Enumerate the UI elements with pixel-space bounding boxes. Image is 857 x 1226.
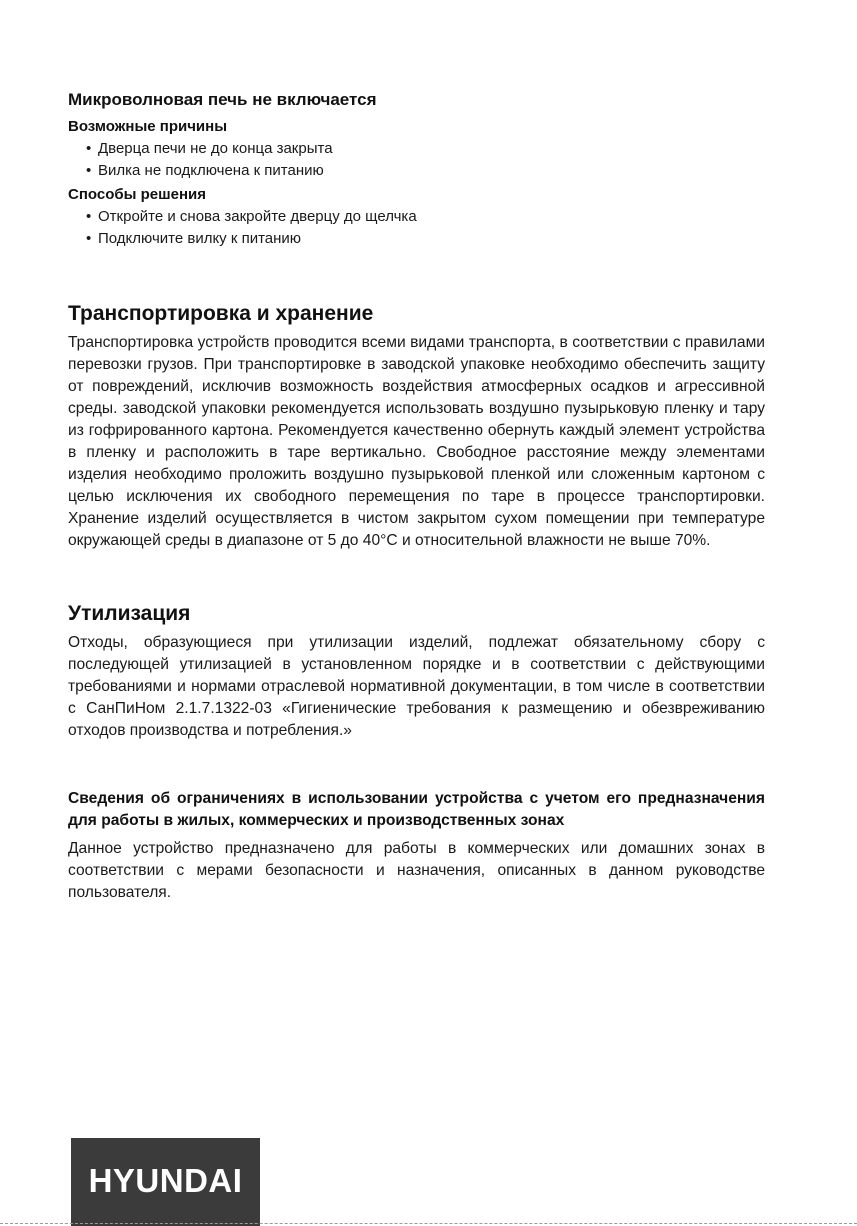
page-bottom-rule — [0, 1223, 857, 1224]
brand-logo — [71, 1138, 260, 1226]
causes-list — [68, 138, 765, 182]
limitations-title: Сведения об ограничениях в использовании устройства с учетом его предназначения для работы в жилых, коммерческих и производственных зонах — [68, 790, 765, 829]
disposal-text: Отходы, образующиеся при утилизации изделий, подлежат обязательному сбору с последующей утилизацией в установленном порядке и в соответствии с действующими требованиями и нормами отраслевой нормативной документации, в том числе в соответствии с СанПиНом 2.1.7.1322-03 «Гигиенические требования к размещению и обезвреживанию отходов производства и потребления.» — [68, 634, 765, 739]
transport-text: Транспортировка устройств проводится всеми видами транспорта, в соответствии с правилами перевозки грузов. При транспортировке в заводской упаковке необходимо обеспечить защиту от повреждений, исключив возможность воздействия атмосферных осадков и агрессивной среды. заводской упаковки рекомендуется использовать воздушно пузырьковую пленку и тару из гофрированного картона. Рекомендуется качественно обернуть каждый элемент устройства в пленку и расположить в таре вертикально. Свободное расстояние между элементами изделия необходимо проложить воздушно пузырьковой пленкой или сложенным картоном с целью исключения их свободного перемещения по таре в процессе транспортировки. Хранение изделий осуществляется в чистом закрытом сухом помещении при температуре окружающей среды в диапазоне от 5 до 40°С и относительной влажности не выше 70%. — [68, 334, 765, 549]
list-item: • Подключите вилку к питанию — [86, 228, 765, 250]
list-item: • Дверца печи не до конца закрыта — [86, 138, 765, 160]
list-item: • Откройте и снова закройте дверцу до щелчка — [86, 206, 765, 228]
brand-logo-text: HYUNDAI — [88, 1162, 243, 1199]
solutions-title: Способы решения — [68, 186, 206, 203]
solutions-list — [68, 206, 765, 250]
page-content — [68, 88, 765, 904]
transport-title: Транспортировка и хранение — [68, 302, 374, 325]
disposal-title: Утилизация — [68, 602, 191, 625]
limitations-text: Данное устройство предназначено для работы в коммерческих или домашних зонах в соответствии с мерами безопасности и назначения, описанных в данном руководстве пользователя. — [68, 840, 765, 901]
list-item: • Вилка не подключена к питанию — [86, 160, 765, 182]
troubleshooting-title: Микроволновая печь не включается — [68, 90, 377, 109]
causes-title: Возможные причины — [68, 118, 228, 135]
